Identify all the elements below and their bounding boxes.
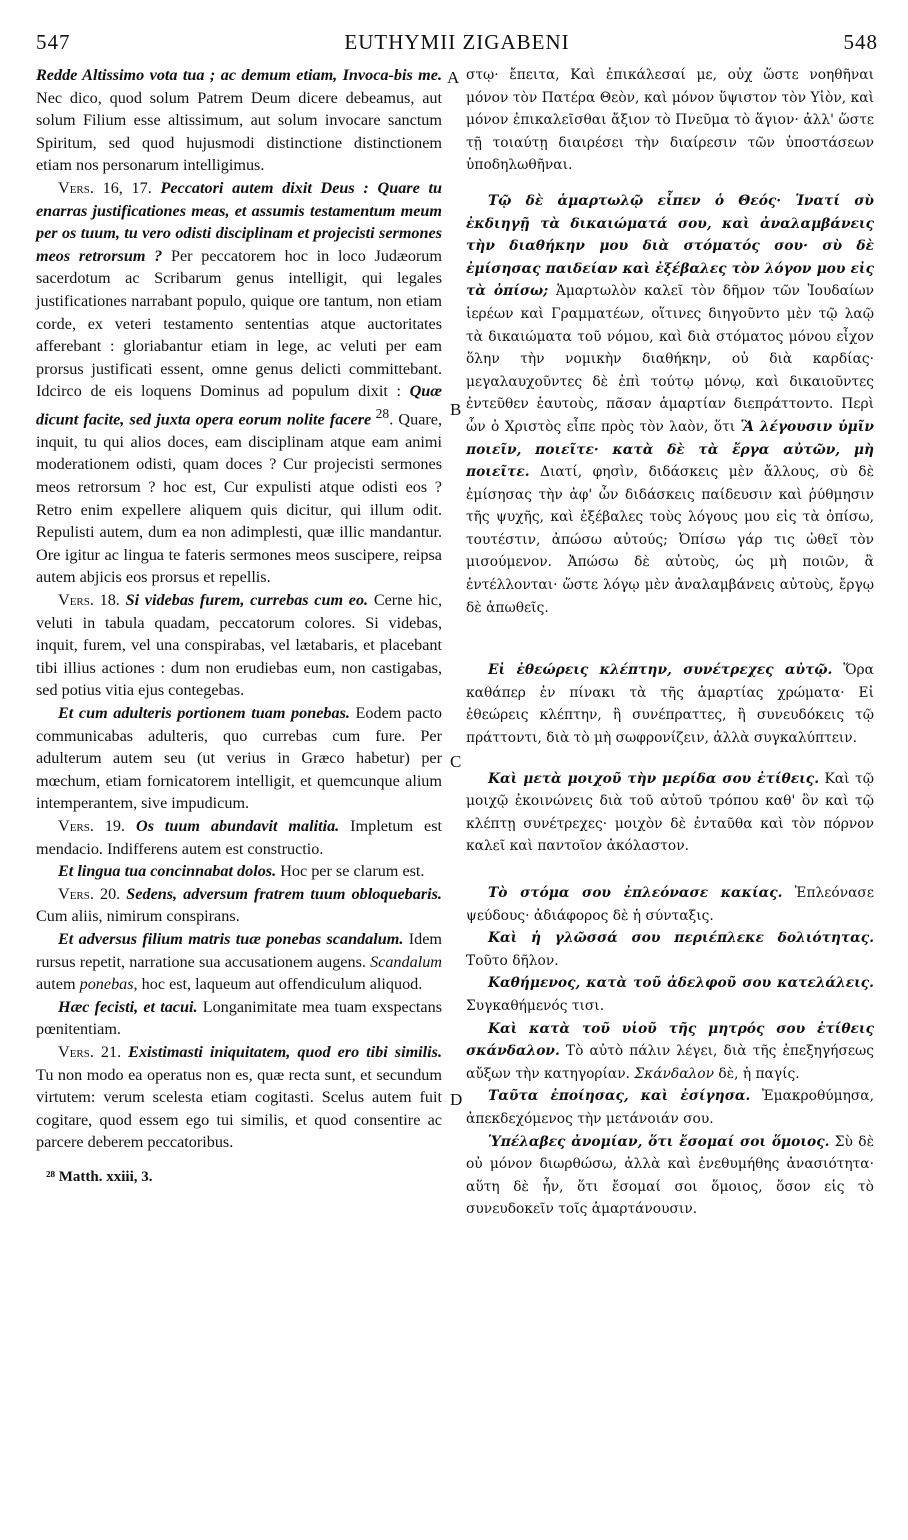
latin-paragraph — [36, 177, 442, 589]
scripture-lemma: Ὑπέλαβες ἀνομίαν, ὅτι ἔσομαί σοι ὅμοιος. — [488, 1133, 830, 1150]
greek-paragraph — [466, 927, 874, 972]
greek-paragraph — [466, 1085, 874, 1130]
scripture-lemma: Καὶ ἡ γλῶσσά σου περιέπλεκε δολιότητας. — [488, 930, 874, 947]
latin-paragraph — [36, 1041, 442, 1154]
greek-column — [466, 64, 874, 1221]
margin-marker-c: C — [450, 752, 462, 771]
greek-paragraph — [466, 972, 874, 1017]
commentary-text: Per peccatorem hoc in loco Judæorum sacerdotum ac Scribarum genus intelligit, qui legales justificationes narrabant populo, quique ore tantum, non etiam corde, ex veteri testamento sententias atque auctoritates afferebant : gloriabantur etiam in lege, ac veluti per eam prorsus justificati essent, omne genus delicti committebant. Idcirco de eis loquens Dominus ad populum dixit : — [36, 246, 442, 401]
commentary-text: autem — [36, 975, 80, 994]
footnote: ²⁸ Matth. xxiii, 3. — [46, 1168, 153, 1185]
commentary-text: Impletum est mendacio. Indifferens autem est constructio. — [36, 816, 442, 858]
scripture-lemma: Καὶ μετὰ μοιχοῦ τὴν μερίδα σου ἐτίθεις. — [488, 770, 819, 787]
greek-paragraph — [466, 1131, 874, 1221]
latin-paragraph — [36, 860, 442, 883]
scripture-lemma: Τῷ δὲ ἁμαρτωλῷ εἶπεν ὁ Θεός· Ἱνατί σὺ ἐκδιηγῇ τὰ δικαιώματά σου, καὶ ἀναλαμβάνεις τὴν διαθήκην μου διὰ στόματός σου· σὺ δὲ ἐμίσησας παιδείαν καὶ ἐξέβαλες τὸν λόγον μου εἰς τὰ ὀπίσω; — [466, 192, 874, 300]
commentary-text: Ἁμαρτωλὸν καλεῖ τὸν δῆμον τῶν Ἰουδαίων ἱερέων καὶ Γραμματέων, οἵτινες διηγοῦντο μὲν τῷ λαῷ τὰ δικαιώματα τοῦ νόμου, καὶ διὰ στόματος μόνου εἶχον ὅλην τὴν νομικὴν διαθήκην, οὐ διὰ καρδίας· μεγαλαυχοῦντες δὲ ἐπὶ τούτῳ μόνῳ, καὶ δικαιοῦντες ἐντεῦθεν ἑαυτοὺς, πᾶσαν ἁμαρτίαν διεπράττοντο. Περὶ ὧν ὁ Χριστὸς εἶπε πρὸς τὸν λαὸν, ὅτι — [466, 283, 874, 435]
latin-column — [36, 64, 442, 1188]
scripture-lemma: Τὸ στόμα σου ἐπλεόνασε κακίας. — [488, 885, 783, 901]
scripture-lemma: Et lingua tua concinnabat dolos. — [58, 862, 277, 881]
scripture-lemma: Καὶ κατὰ τοῦ υἱοῦ τῆς μητρός σου ἐτίθεις σκάνδαλον. — [466, 1020, 874, 1060]
greek-paragraph — [466, 1018, 874, 1086]
verse-label: Vers. 16, 17. — [58, 178, 152, 197]
latin-paragraph — [36, 815, 442, 860]
latin-paragraph — [36, 702, 442, 815]
emphasis: Scandalum — [370, 952, 442, 971]
commentary-text: Τοῦτο δῆλον. — [466, 952, 559, 969]
commentary-text: Ἐμακροθύμησα, ἀπεκδεχόμενος τὴν μετάνοιάν σου. — [466, 1088, 874, 1127]
scripture-lemma: Peccatori autem dixit Deus : Quare tu enarras justificationes meas, et assumis testamentum meum per os tuum, tu vero odisti disciplinam et projecisti sermones meos retrorsum ? — [36, 178, 442, 265]
scripture-lemma: Et cum adulteris portionem tuam ponebas. — [58, 704, 350, 723]
latin-paragraph — [36, 928, 442, 996]
commentary-text: hoc est, laqueum aut offendiculum aliquod. — [137, 975, 423, 994]
scripture-quote: Ἃ λέγουσιν ὑμῖν ποιεῖν, ποιεῖτε· κατὰ δὲ τὰ ἔργα αὐτῶν, μὴ ποιεῖτε. — [466, 418, 875, 481]
commentary-text: Cum aliis, nimirum conspirans. — [36, 907, 240, 926]
greek-paragraph — [466, 659, 874, 749]
latin-paragraph — [36, 589, 442, 702]
margin-marker-a: A — [447, 68, 460, 87]
scripture-lemma: Sedens, adversum fratrem tuum obloquebaris. — [120, 884, 442, 903]
commentary-text: Ἐπλεόνασε ψεύδους· ἀδιάφορος δὲ ἡ σύνταξις. — [466, 885, 874, 924]
scripture-lemma: Et adversus filium matris tuæ ponebas scandalum. — [58, 929, 404, 948]
latin-paragraph — [36, 64, 442, 177]
commentary-text: Ὅρα καθάπερ ἐν πίνακι τὰ τῆς ἁμαρτίας χρώματα· Εἰ ἐθεώρεις κλέπτην, ἢ συνέπραττες, ἢ συνευδόκεις τῷ πράττοντι, διὰ τὸ μὴ σωφρονίζειν, ἀλλὰ συγκαλύπτειν. — [466, 662, 874, 747]
greek-paragraph — [466, 882, 874, 927]
scripture-lemma: Καθήμενος, κατὰ τοῦ ἀδελφοῦ σου κατελάλεις. — [488, 975, 874, 992]
commentary-text: δὲ, ἡ παγίς. — [713, 1065, 800, 1082]
verse-label: Vers. 20. — [58, 884, 121, 903]
scripture-lemma: Εἰ ἐθεώρεις κλέπτην, συνέτρεχες αὐτῷ. — [488, 662, 833, 679]
scripture-lemma: Si videbas furem, currebas cum eo. — [119, 591, 369, 610]
scripture-lemma: Hæc fecisti, et tacui. — [58, 997, 198, 1016]
commentary-text: . Quare, inquit, tu qui alios doces, eam disciplinam atque eam animi moderationem odisti, quam doces ? Cur projecisti sermones meos retrorsum ? hoc est, Cur expulisti atque odisti eos ? Retro enim expellere aliquem quis dicitur, qui illum odit. Repulisti autem, dum ea non adimplesti, quæ illic mandantur. Ore igitur ac lingua te fateris sermones meos suscipere, reipsa autem abjicis eos prorsus et repellis. — [36, 410, 442, 587]
page-number-right: 548 — [843, 30, 878, 54]
commentary-text: Cerne hic, veluti in tabula quadam, peccatorum colores. Si videbas, inquit, furem, vel una conspirabas, vel lætabaris, et placebant tibi illius actiones : dum non erudiebas eum, non castigabas, sed potius vitia ejus contegebas. — [36, 591, 442, 700]
page-header — [36, 30, 878, 60]
latin-paragraph — [36, 883, 442, 928]
commentary-text: Idem rursus repetit, narratione sua accusationem augens. — [36, 929, 443, 971]
greek-paragraph — [466, 768, 874, 858]
scripture-lemma: Os tuum abundavit malitia. — [125, 816, 340, 835]
page-number-left: 547 — [36, 30, 71, 54]
scripture-lemma: Existimasti iniquitatem, quod ero tibi similis. — [121, 1042, 442, 1061]
verse-label: Vers. 18. — [58, 591, 120, 610]
commentary-text: Σὺ δὲ οὐ μόνον διωρθώσω, ἀλλὰ καὶ ἐνεθυμήθης ἀνασιότητα· αὕτη δὲ ἦν, ὅτι ἔσομαί σοι ὅμοιος, ὅσον εἰς τὸ συνευδοκεῖν τοῖς ἁμαρτάνουσιν. — [466, 1133, 875, 1218]
margin-marker-d: D — [450, 1090, 463, 1109]
verse-label: Vers. 21. — [58, 1042, 122, 1061]
commentary-text: Hoc per se clarum est. — [276, 862, 425, 881]
commentary-text: Tu non modo ea operatus non es, quæ recta sunt, et secundum virtutem: verum scelesta etiam cogitasti. Scelus autem fuit cogitare, quod essem ego tui similis, et quod consentire ac parcere deberem peccatoribus. — [36, 1065, 442, 1152]
margin-marker-b: B — [450, 400, 462, 419]
commentary-text: Nec dico, quod solum Patrem Deum dicere debeamus, aut solum Filium esse altissimum, aut solum invocare sanctum Spiritum, sed quod hujusmodi distinctione distinctionem etiam nos personarum intelligimus. — [36, 88, 442, 175]
commentary-text: Τὸ αὐτὸ πάλιν λέγει, διὰ τῆς ἐπεξηγήσεως αὔξων τὴν κατηγορίαν. — [466, 1043, 874, 1082]
scripture-lemma: Ταῦτα ἐποίησας, καὶ ἐσίγησα. — [488, 1088, 751, 1105]
running-title: EUTHYMII ZIGABENI — [344, 30, 570, 54]
greek-paragraph: στῳ· ἔπειτα, Καὶ ἐπικάλεσαί με, οὐχ ὥστε νοηθῆναι μόνον τὸν Πατέρα Θεὸν, καὶ μόνον ὕψιστον τὸν Υἱὸν, καὶ μόνον ἐπικαλεῖσθαι ἄξιον τὸ Πνεῦμα τὸ ἅγιον· ἀλλ' ὥστε τῇ τοιαύτῃ διαιρέσει τὴν διαίρεσιν τῶν ὑποστάσεων ὑποδηλωθῆναι. — [466, 67, 874, 174]
commentary-text: Καὶ τῷ μοιχῷ ἐκοινώνεις διὰ τοῦ αὐτοῦ τρόπου καθ' ὃν καὶ τῷ κλέπτῃ συνέτρεχες· μοιχὸν δὲ ἐνταῦθα καὶ τὸν πόρνον καλεῖ καὶ παντοῖον ἀκόλαστον. — [466, 770, 874, 855]
emphasis: Σκάνδαλον — [634, 1065, 714, 1082]
footnote-ref: 28 — [371, 405, 390, 421]
scripture-lemma: Redde Altissimo vota tua ; ac demum etiam, Invoca-bis me. — [36, 66, 442, 84]
commentary-text: Συγκαθήμενός τισι. — [466, 997, 605, 1014]
commentary-text: Διατί, φησὶν, διδάσκεις μὲν ἄλλους, σὺ δὲ ἐμίσησας τὴν ἀφ' ὧν διδάσκεις παίδευσιν καὶ ῥύθμησιν τῆς ψυχῆς, καὶ ἐξέβαλες τοὺς λόγους μου εἰς τὰ ὀπίσω, τουτέστιν, ἀπώσω αὐτούς; Ὀπίσω γάρ τις ὠθεῖ τὸν μισούμενον. Ἀπώσω δὲ αὐτοὺς, ὡς μὴ ποιῶν, ἃ ἐντέλλονται· ὥστε λόγῳ μὲν ἀναλαμβάνεις αὐτοὺς, ἔργῳ δὲ ἀπωθεῖς. — [466, 464, 874, 616]
greek-paragraph — [466, 190, 874, 619]
commentary-text: Longanimitate mea tuam exspectans pœnitentiam. — [36, 997, 443, 1039]
emphasis: ponebas, — [79, 975, 138, 994]
scripture-quote: Quæ dicunt facite, sed juxta opera eorum nolite facere — [36, 382, 442, 429]
verse-label: Vers. 19. — [58, 816, 126, 835]
latin-paragraph — [36, 996, 442, 1041]
commentary-text: Eodem pacto communicabas adulteris, quo currebas cum fure. Per adulterum autem seu (ut verius in Græco habetur) per mœchum, etiam fornicatorem intelligit, et quemcunque alium intemperantem, sive impudicum. — [36, 704, 442, 813]
